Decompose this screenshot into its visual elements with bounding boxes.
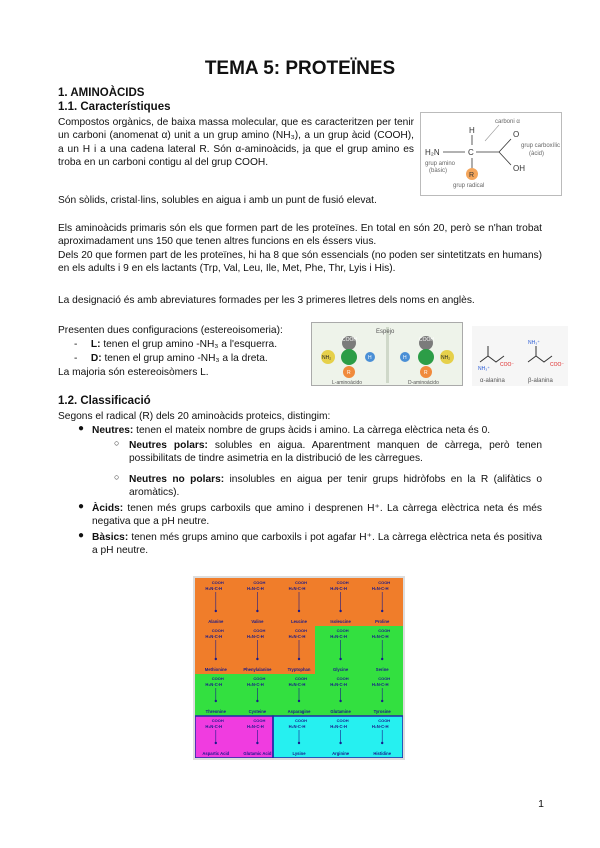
h2n-group: H₂N	[425, 148, 440, 157]
paragraph-essential-aminoacids: Dels 20 que formen part de les proteïnes, hi ha 8 que són essencials (no poden ser sintetitzats en humans) en els adults i 9 en els lactants (Trp, Val, Leu, Ile, Met, Phe, Thr, Lyis i His).	[58, 250, 542, 275]
grup-carboxil-label: grup carboxílic	[521, 143, 561, 149]
table-radical-node	[215, 658, 217, 660]
bullet-dot: ●	[78, 530, 85, 541]
config-l-label: L:	[90, 339, 101, 350]
l-h: H	[368, 355, 372, 361]
grup-amino-label: grup amino	[425, 161, 456, 167]
table-cooh-label: COOH	[378, 718, 391, 723]
table-radical-node	[381, 742, 383, 744]
table-radical-node	[256, 700, 258, 702]
paragraph-definition: Compostos orgànics, de baixa massa molecular, que es caracteritzen per tenir un carboni (anomenat α) unit a un grup amino (NH₃), a un grup àcid (COOH), a un H i a una cadena lateral R. Són α-aminoàcids, ja que el grup amino es troba en un carboni contigu al del grup COOH.	[58, 117, 414, 168]
table-aa-name: Leucine	[291, 619, 307, 624]
table-aa-name: Lysine	[292, 751, 306, 756]
table-aa-name: Isoleucine	[330, 619, 351, 624]
config-l-text: tenen el grup amino -NH₃ a l'esquerra.	[103, 339, 278, 350]
table-head-label: H₂N-C-H	[205, 682, 223, 687]
table-aa-name: Serine	[375, 667, 389, 672]
o-atom: O	[513, 130, 520, 139]
config-d-label: D:	[90, 353, 102, 364]
table-head-label: H₂N-C-H	[247, 586, 264, 591]
table-aa-name: Tryptophan	[287, 667, 311, 672]
table-cooh-label: COOH	[378, 676, 391, 681]
table-radical-node	[381, 658, 383, 660]
oh-group: OH	[513, 164, 525, 173]
page-number: 1	[538, 798, 544, 810]
acid-label: (àcid)	[529, 151, 545, 157]
table-head-label: H₂N-C-H	[205, 586, 223, 591]
acids-label: Àcids:	[92, 503, 124, 514]
table-head-label: H₂N-C-H	[330, 634, 347, 639]
table-head-label: H₂N-C-H	[288, 586, 306, 591]
table-head-label: H₂N-C-H	[205, 634, 223, 639]
alpha-alanine-label: α-alanina	[480, 378, 505, 384]
table-cooh-label: COOH	[336, 718, 349, 723]
paragraph-majority-l: La majoria són estereoisòmers L.	[58, 367, 209, 378]
basic-label: (bàsic)	[429, 168, 448, 174]
item-neutres-polars	[129, 439, 542, 466]
polars-text: solubles en aigua. Aparentment manquen de càrrega, però tenen possibilitats de tindre asimetria en la distribució de les càrregues.	[129, 440, 542, 465]
stereoisomer-mirror-figure	[311, 322, 463, 386]
section-heading-classificacio: 1.2. Classificació	[58, 395, 151, 407]
table-aa-name: Glutamine	[330, 709, 351, 714]
table-radical-node	[256, 610, 258, 612]
alpha-coo: COO⁻	[500, 362, 515, 368]
table-cooh-label: COOH	[378, 628, 391, 633]
beta-coo: COO⁻	[550, 362, 565, 368]
dash-bullet: -	[74, 339, 78, 350]
paragraph-classification-intro: Segons el radical (R) dels 20 aminoàcids proteics, distingim:	[58, 411, 331, 422]
table-aa-name: Asparagine	[287, 709, 311, 714]
basics-text: tenen més grups amino que carboxils i pot agafar H⁺. La càrrega elèctrica neta és positiva a pH neutre.	[92, 532, 542, 557]
aminoacid-structure-figure	[420, 112, 562, 196]
table-cooh-label: COOH	[295, 628, 307, 633]
table-head-label: H₂N-C-H	[247, 724, 264, 729]
r-atom: R	[469, 172, 475, 179]
table-radical-node	[298, 658, 300, 660]
l-aminoacid-label: L-aminoácido	[332, 380, 363, 386]
table-cooh-label: COOH	[211, 676, 224, 681]
d-cooh: COOH	[419, 337, 434, 343]
table-head-label: H₂N-C-H	[330, 724, 347, 729]
config-d-item	[74, 352, 314, 365]
d-h: H	[403, 355, 407, 361]
nopolars-text: insolubles en aigua per tenir grups hidròfobs en la R (alifàtics o aromàtics).	[129, 474, 543, 499]
table-radical-node	[215, 742, 217, 744]
table-head-label: H₂N-C-H	[288, 724, 306, 729]
bullet-circle: ○	[114, 472, 120, 482]
alanine-isomers-figure	[472, 326, 568, 386]
aminoacid-table-svg	[195, 578, 403, 758]
table-cooh-label: COOH	[211, 718, 224, 723]
section-heading-caracteristiques: 1.1. Característiques	[58, 101, 171, 113]
table-radical-node	[339, 658, 341, 660]
h-atom: H	[469, 126, 475, 135]
table-cooh-label: COOH	[295, 676, 307, 681]
table-radical-node	[339, 742, 341, 744]
item-neutres	[92, 424, 542, 437]
table-cooh-label: COOH	[253, 676, 266, 681]
table-head-label: H₂N-C-H	[371, 634, 389, 639]
paragraph-properties: Són sòlids, cristal·lins, solubles en aigua i amb un punt de fusió elevat.	[58, 195, 377, 206]
l-r: R	[347, 370, 351, 376]
table-head-label: H₂N-C-H	[205, 724, 223, 729]
table-aa-name: Phenylalanine	[243, 667, 272, 672]
table-aa-name: Threonine	[205, 709, 226, 714]
table-radical-node	[381, 700, 383, 702]
table-aa-name: Alanine	[208, 619, 224, 624]
table-cooh-label: COOH	[336, 580, 349, 585]
table-head-label: H₂N-C-H	[288, 634, 306, 639]
table-head-label: H₂N-C-H	[247, 634, 264, 639]
table-aa-name: Tyrosine	[373, 709, 391, 714]
table-cooh-label: COOH	[295, 718, 307, 723]
paragraph-designation: La designació és amb abreviatures formades per les 3 primeres lletres dels noms en anglès.	[58, 295, 475, 306]
l-nh2: NH₂	[322, 355, 332, 361]
table-aa-name: Arginine	[332, 751, 350, 756]
table-aa-name: Methionine	[204, 667, 227, 672]
table-cooh-label: COOH	[253, 718, 266, 723]
c-atom: C	[468, 148, 474, 157]
basics-label: Bàsics:	[92, 532, 129, 543]
table-radical-node	[256, 658, 258, 660]
table-head-label: H₂N-C-H	[371, 586, 389, 591]
table-radical-node	[339, 700, 341, 702]
table-head-label: H₂N-C-H	[288, 682, 306, 687]
l-cooh: COOH	[342, 337, 357, 343]
table-aa-name: Proline	[375, 619, 390, 624]
table-aa-name: Glutamic Acid	[243, 751, 272, 756]
table-radical-node	[215, 700, 217, 702]
table-cooh-label: COOH	[336, 628, 349, 633]
table-head-label: H₂N-C-H	[371, 724, 389, 729]
neutres-text: tenen el mateix nombre de grups àcids i amino. La càrrega elèctrica neta és 0.	[136, 425, 491, 436]
page-title: TEMA 5: PROTEÏNES	[204, 58, 396, 79]
beta-nh3: NH₃⁺	[528, 340, 540, 346]
table-aa-name: Aspartic Acid	[202, 751, 230, 756]
neutres-label: Neutres:	[92, 425, 134, 436]
polar-region-row2	[315, 626, 403, 674]
bullet-circle: ○	[114, 438, 120, 448]
d-r: R	[424, 370, 428, 376]
paragraph-configurations: Presenten dues configuracions (estereoisomeria):	[58, 325, 283, 336]
carboni-alfa-label: carboni α	[495, 119, 520, 125]
grup-radical-label: grup radical	[453, 183, 485, 189]
bullet-dot: ●	[78, 501, 85, 512]
config-d-text: tenen el grup amino -NH₃ a la dreta.	[104, 353, 268, 364]
item-neutres-no-polars	[129, 473, 542, 500]
table-radical-node	[339, 610, 341, 612]
table-cooh-label: COOH	[253, 628, 266, 633]
section-heading-aminoacids: 1. AMINOÀCIDS	[58, 87, 145, 99]
table-head-label: H₂N-C-H	[330, 682, 347, 687]
table-aa-name: Valine	[251, 619, 264, 624]
table-cooh-label: COOH	[295, 580, 307, 585]
table-aa-name: Glycine	[333, 667, 349, 672]
table-radical-node	[215, 610, 217, 612]
table-cooh-label: COOH	[378, 580, 391, 585]
nopolars-label: Neutres no polars:	[129, 474, 225, 485]
aminoacid-table-figure	[193, 576, 405, 760]
table-cooh-label: COOH	[253, 580, 266, 585]
table-radical-node	[256, 742, 258, 744]
table-cooh-label: COOH	[211, 580, 224, 585]
item-basics	[92, 531, 542, 558]
table-cooh-label: COOH	[211, 628, 224, 633]
alpha-nh3: NH₃⁺	[478, 366, 490, 372]
table-head-label: H₂N-C-H	[330, 586, 347, 591]
polars-label: Neutres polars:	[129, 440, 208, 451]
table-radical-node	[298, 610, 300, 612]
table-cooh-label: COOH	[336, 676, 349, 681]
table-head-label: H₂N-C-H	[247, 682, 264, 687]
d-nh2: NH₂	[441, 355, 451, 361]
acids-text: tenen més grups carboxils que amino i desprenen H⁺. La càrrega elèctrica neta és més negativa que a pH neutre.	[92, 503, 542, 528]
table-aa-name: Histidine	[373, 751, 392, 756]
mirror-label: Espejo	[376, 329, 395, 335]
dash-bullet: -	[74, 353, 78, 364]
paragraph-primary-aminoacids: Els aminoàcids primaris són els que formen part de les proteïnes. En total en són 20, però se n'han trobat aproximadament uns 150 que tenen altres funcions en els éssers vius.	[58, 223, 542, 248]
table-radical-node	[298, 742, 300, 744]
bullet-dot: ●	[78, 423, 85, 434]
config-l-item	[74, 338, 314, 351]
table-aa-name: Cysteine	[248, 709, 267, 714]
table-head-label: H₂N-C-H	[371, 682, 389, 687]
beta-alanine-label: β-alanina	[528, 378, 553, 384]
d-aminoacid-label: D-aminoácido	[408, 380, 439, 386]
table-radical-node	[298, 700, 300, 702]
table-radical-node	[381, 610, 383, 612]
item-acids	[92, 502, 542, 529]
